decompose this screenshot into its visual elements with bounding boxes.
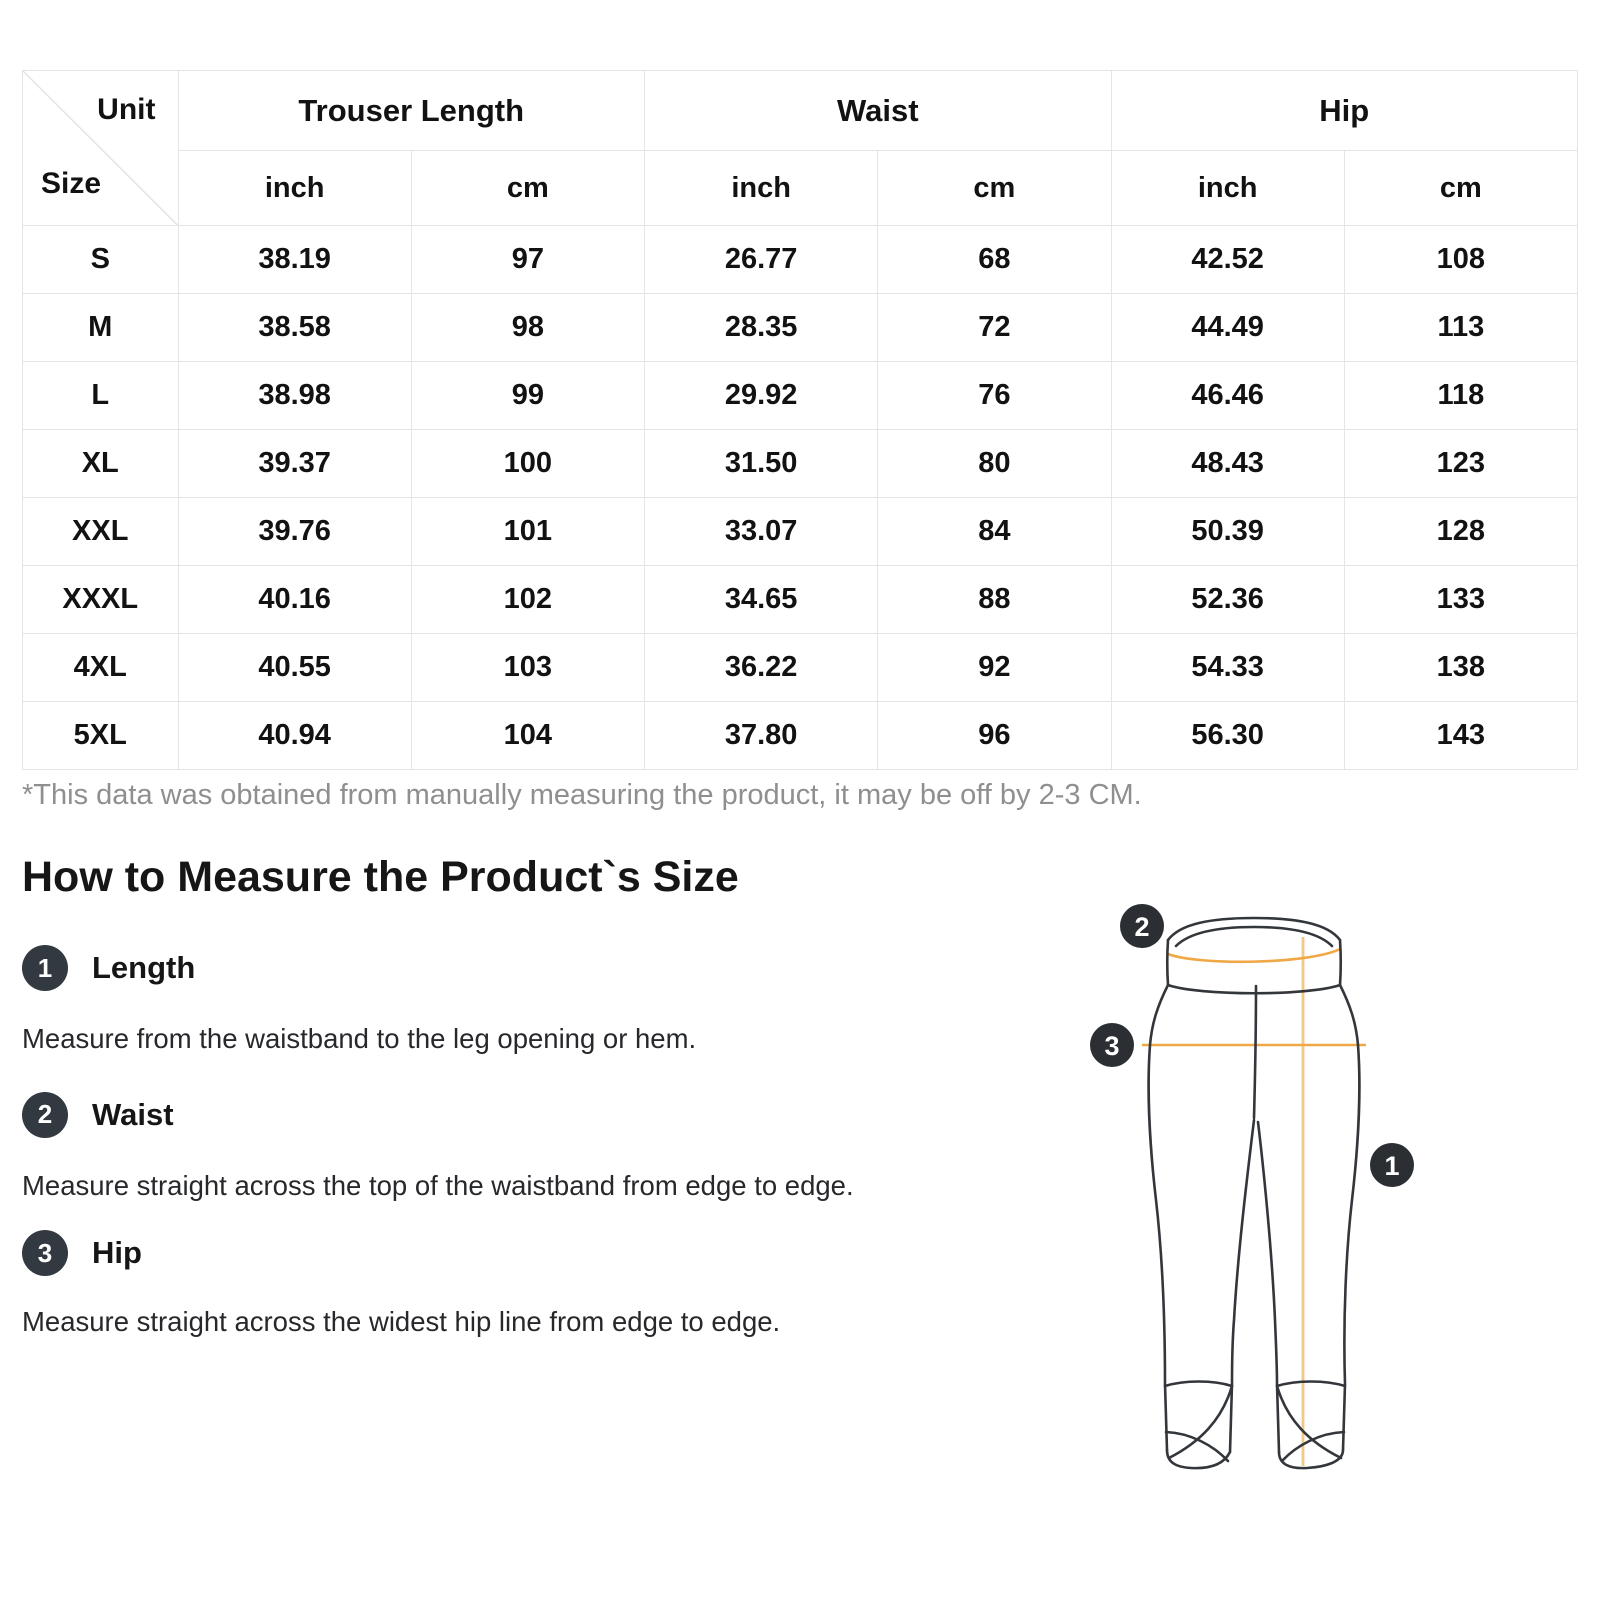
col-header-trouser-length-cm: cm bbox=[411, 151, 644, 226]
size-chart-table bbox=[22, 70, 1578, 770]
marker-2-number: 2 bbox=[1134, 912, 1150, 942]
row-size-label: 5XL bbox=[23, 702, 179, 770]
cell-hip-cm: 138 bbox=[1344, 634, 1577, 702]
cell-hip-cm: 133 bbox=[1344, 566, 1577, 634]
table-unit-header-row bbox=[23, 151, 1578, 226]
cell-hip-inch: 46.46 bbox=[1111, 362, 1344, 430]
cell-trouser-length-cm: 103 bbox=[411, 634, 644, 702]
measure-lines bbox=[1142, 937, 1366, 1466]
marker-3-hip bbox=[1090, 1023, 1134, 1067]
col-group-waist: Waist bbox=[645, 71, 1112, 151]
cell-trouser-length-cm: 102 bbox=[411, 566, 644, 634]
cell-waist-inch: 29.92 bbox=[645, 362, 878, 430]
cell-waist-cm: 72 bbox=[878, 294, 1111, 362]
step-1-badge: 1 bbox=[22, 945, 68, 991]
cell-waist-cm: 80 bbox=[878, 430, 1111, 498]
cell-trouser-length-inch: 40.55 bbox=[178, 634, 411, 702]
step-2-badge: 2 bbox=[22, 1092, 68, 1138]
cell-hip-cm: 108 bbox=[1344, 226, 1577, 294]
cell-hip-cm: 143 bbox=[1344, 702, 1577, 770]
cell-waist-cm: 76 bbox=[878, 362, 1111, 430]
row-size-label: L bbox=[23, 362, 179, 430]
col-header-waist-inch: inch bbox=[645, 151, 878, 226]
col-header-trouser-length-inch: inch bbox=[178, 151, 411, 226]
cell-trouser-length-inch: 38.98 bbox=[178, 362, 411, 430]
step-1-description: Measure from the waistband to the leg opening or hem. bbox=[22, 1023, 697, 1054]
cell-trouser-length-cm: 104 bbox=[411, 702, 644, 770]
cell-trouser-length-cm: 97 bbox=[411, 226, 644, 294]
table-group-header-row bbox=[23, 71, 1578, 151]
step-1-label: Length bbox=[92, 950, 196, 985]
cell-waist-cm: 96 bbox=[878, 702, 1111, 770]
table-row bbox=[23, 226, 1578, 294]
step-2-description: Measure straight across the top of the waistband from edge to edge. bbox=[22, 1169, 854, 1201]
col-header-waist-cm: cm bbox=[878, 151, 1111, 226]
row-size-label: XXXL bbox=[23, 566, 179, 634]
waist-measure-line bbox=[1168, 949, 1340, 962]
cell-hip-cm: 118 bbox=[1344, 362, 1577, 430]
cell-trouser-length-inch: 39.76 bbox=[178, 498, 411, 566]
row-size-label: XL bbox=[23, 430, 179, 498]
table-row bbox=[23, 634, 1578, 702]
step-3-badge: 3 bbox=[22, 1230, 68, 1276]
cell-hip-cm: 123 bbox=[1344, 430, 1577, 498]
table-row bbox=[23, 362, 1578, 430]
marker-3-number: 3 bbox=[1104, 1031, 1120, 1061]
cell-hip-inch: 50.39 bbox=[1111, 498, 1344, 566]
cell-trouser-length-cm: 100 bbox=[411, 430, 644, 498]
step-2-label: Waist bbox=[92, 1096, 174, 1132]
measure-guide-steps bbox=[22, 933, 902, 1345]
cell-waist-inch: 33.07 bbox=[645, 498, 878, 566]
size-chart-section bbox=[22, 70, 1578, 770]
cell-waist-inch: 31.50 bbox=[645, 430, 878, 498]
trousers-outline bbox=[1149, 918, 1360, 1468]
cell-trouser-length-inch: 38.19 bbox=[178, 226, 411, 294]
step-waist bbox=[22, 1092, 902, 1138]
cell-hip-inch: 44.49 bbox=[1111, 294, 1344, 362]
col-group-trouser-length: Trouser Length bbox=[178, 71, 645, 151]
col-group-hip: Hip bbox=[1111, 71, 1578, 151]
row-size-label: M bbox=[23, 294, 179, 362]
measurement-disclaimer: *This data was obtained from manually measuring the product, it may be off by 2-3 CM. bbox=[22, 779, 1142, 811]
col-header-hip-inch: inch bbox=[1111, 151, 1344, 226]
cell-waist-inch: 37.80 bbox=[645, 702, 878, 770]
cell-waist-inch: 28.35 bbox=[645, 294, 878, 362]
cell-waist-cm: 68 bbox=[878, 226, 1111, 294]
table-row bbox=[23, 294, 1578, 362]
cell-trouser-length-inch: 39.37 bbox=[178, 430, 411, 498]
step-3-description: Measure straight across the widest hip line from edge to edge. bbox=[22, 1306, 781, 1338]
measure-guide-title: How to Measure the Product`s Size bbox=[22, 853, 739, 901]
cell-hip-inch: 52.36 bbox=[1111, 566, 1344, 634]
cell-hip-inch: 56.30 bbox=[1111, 702, 1344, 770]
table-row bbox=[23, 498, 1578, 566]
row-size-label: S bbox=[23, 226, 179, 294]
cell-hip-inch: 54.33 bbox=[1111, 634, 1344, 702]
step-length bbox=[22, 945, 902, 991]
cell-waist-inch: 26.77 bbox=[645, 226, 878, 294]
step-3-label: Hip bbox=[92, 1235, 142, 1271]
marker-1-length bbox=[1370, 1143, 1414, 1187]
cell-trouser-length-cm: 99 bbox=[411, 362, 644, 430]
table-row bbox=[23, 702, 1578, 770]
row-size-label: 4XL bbox=[23, 634, 179, 702]
cell-waist-cm: 88 bbox=[878, 566, 1111, 634]
table-row bbox=[23, 430, 1578, 498]
cell-hip-inch: 42.52 bbox=[1111, 226, 1344, 294]
cell-trouser-length-inch: 40.94 bbox=[178, 702, 411, 770]
cell-trouser-length-cm: 98 bbox=[411, 294, 644, 362]
pants-measurement-diagram bbox=[1050, 880, 1470, 1520]
corner-size-label: Size bbox=[41, 167, 102, 200]
cell-hip-cm: 128 bbox=[1344, 498, 1577, 566]
cell-hip-cm: 113 bbox=[1344, 294, 1577, 362]
cell-waist-inch: 34.65 bbox=[645, 566, 878, 634]
row-size-label: XXL bbox=[23, 498, 179, 566]
size-unit-corner-cell bbox=[23, 71, 179, 226]
step-hip bbox=[22, 1230, 902, 1276]
table-row bbox=[23, 566, 1578, 634]
cell-hip-inch: 48.43 bbox=[1111, 430, 1344, 498]
cell-waist-inch: 36.22 bbox=[645, 634, 878, 702]
cell-trouser-length-inch: 38.58 bbox=[178, 294, 411, 362]
marker-2-waist bbox=[1120, 904, 1164, 948]
cell-trouser-length-inch: 40.16 bbox=[178, 566, 411, 634]
marker-1-number: 1 bbox=[1384, 1151, 1400, 1181]
cell-trouser-length-cm: 101 bbox=[411, 498, 644, 566]
cell-waist-cm: 84 bbox=[878, 498, 1111, 566]
cell-waist-cm: 92 bbox=[878, 634, 1111, 702]
col-header-hip-cm: cm bbox=[1344, 151, 1577, 226]
corner-unit-label: Unit bbox=[97, 93, 156, 126]
